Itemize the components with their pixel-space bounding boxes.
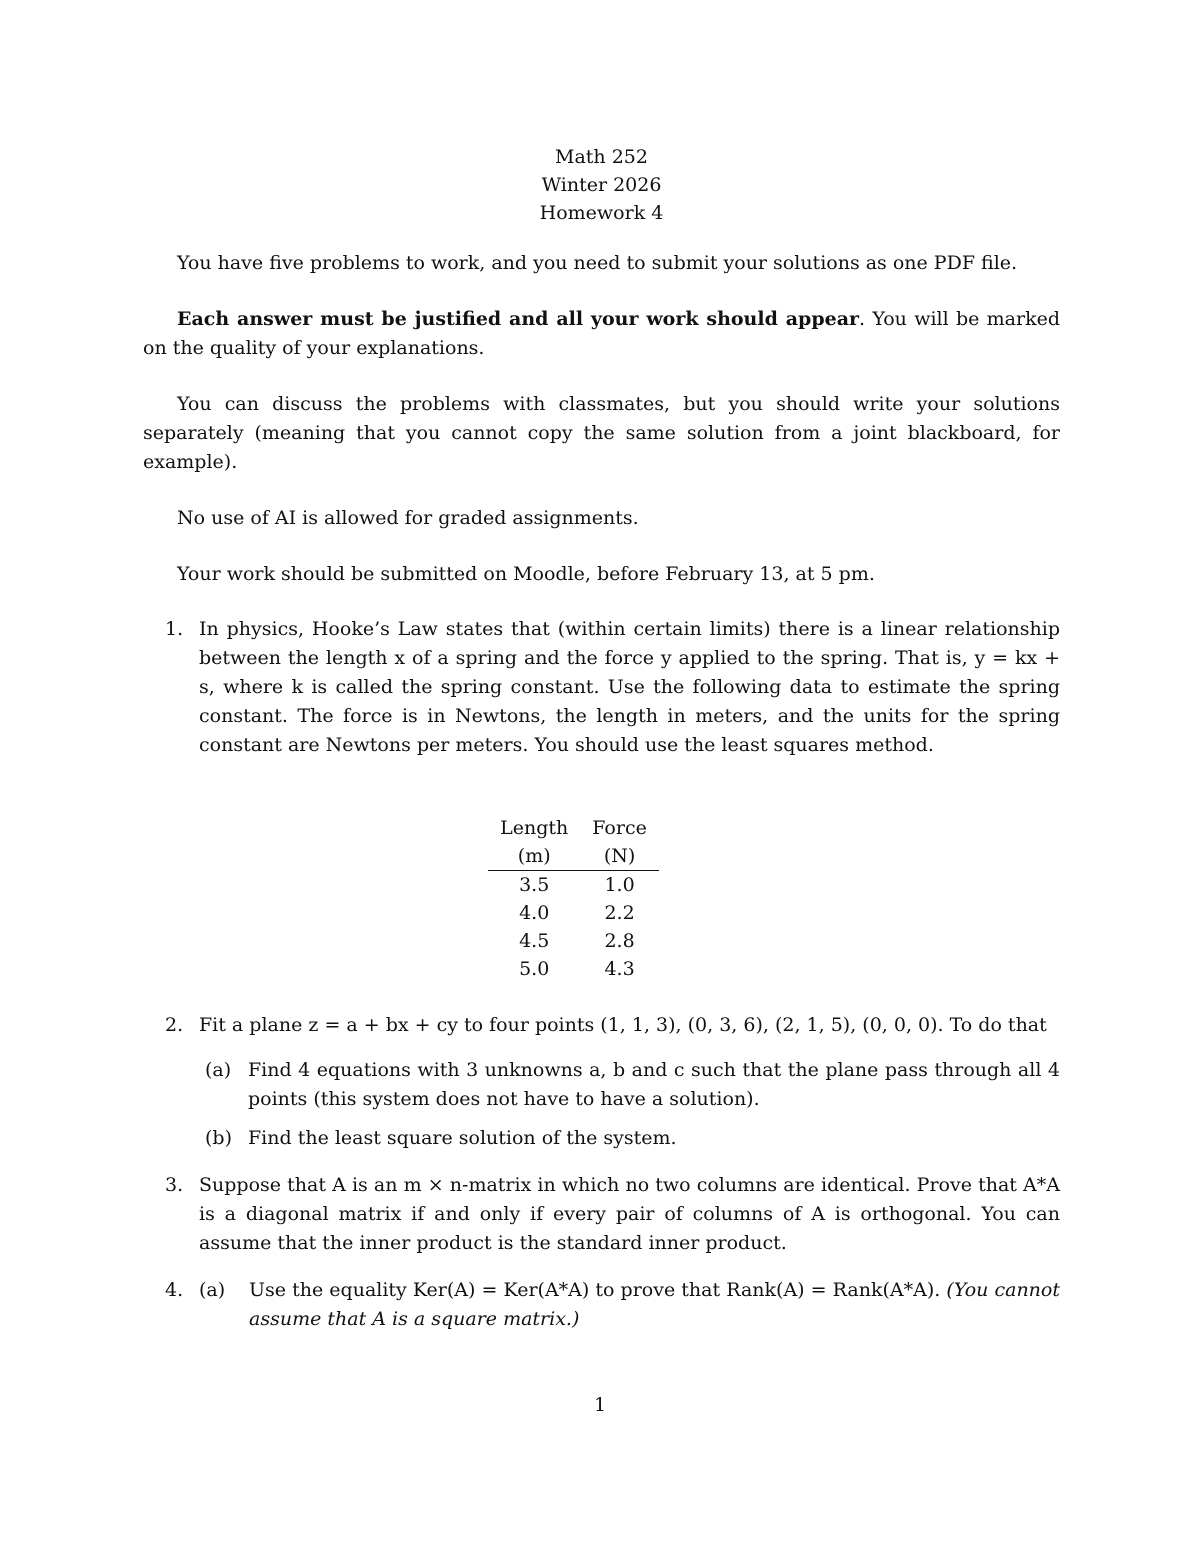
problem-number: 2. <box>165 1014 184 1036</box>
document-page <box>143 143 1060 1352</box>
subproblem-text: Use the equality Ker(A) = Ker(A*A) to prove that Rank(A) = Rank(A*A). <box>249 1279 941 1301</box>
problem-1 <box>143 615 1060 983</box>
table-row <box>488 955 659 983</box>
table-row <box>488 899 659 927</box>
intro-paragraph-5: Your work should be submitted on Moodle, before February 13, at 5 pm. <box>177 563 875 585</box>
term: Winter 2026 <box>541 174 662 196</box>
column-header: Force <box>592 817 647 839</box>
subproblem-a <box>199 1276 1060 1334</box>
page-number: 1 <box>593 1394 607 1416</box>
intro-paragraph-2 <box>143 305 1060 363</box>
table-row <box>488 927 659 955</box>
subproblem-list <box>199 1276 1060 1334</box>
problem-4 <box>143 1276 1060 1334</box>
table-cell: 1.0 <box>604 874 635 896</box>
intro-paragraph-4: No use of AI is allowed for graded assignments. <box>177 507 639 529</box>
subproblem-list <box>199 1056 1060 1153</box>
subproblem-text: Find 4 equations with 3 unknowns a, b and c such that the plane pass through all 4 points (this system does not have to have a solution). <box>248 1059 1060 1110</box>
assignment-title: Homework 4 <box>539 202 664 224</box>
table-cell: 5.0 <box>519 958 550 980</box>
problem-text: In physics, Hooke’s Law states that (within certain limits) there is a linear relationship between the length x of a spring and the force y applied to the spring. That is, y = kx + s, where k is called the spring constant. Use the following data to estimate the spring constant. The force is in Newtons, the length in meters, and the units for the spring constant are Newtons per meters. You should use the least squares method. <box>199 618 1060 756</box>
justification-rest: . You will be marked on the quality of your explanations. <box>143 308 1061 359</box>
subproblem-label: (b) <box>205 1127 232 1149</box>
subproblem-label: (a) <box>199 1279 226 1301</box>
document-header <box>143 143 1060 227</box>
subproblem-a <box>199 1056 1060 1114</box>
problem-text: Suppose that A is an m × n-matrix in which no two columns are identical. Prove that A*A is a diagonal matrix if and only if every pair of columns of A is orthogonal. You can assume that the inner product is the standard inner product. <box>199 1174 1060 1254</box>
problem-text: Fit a plane z = a + bx + cy to four points (1, 1, 3), (0, 3, 6), (2, 1, 5), (0, 0, 0). To do that <box>199 1014 1047 1036</box>
subproblem-label: (a) <box>205 1059 232 1081</box>
problem-2 <box>143 1011 1060 1153</box>
table-cell: 3.5 <box>519 874 550 896</box>
problem-number: 4. <box>165 1279 184 1301</box>
column-unit: (N) <box>580 842 659 871</box>
subproblem-b <box>199 1124 1060 1153</box>
table-cell: 2.8 <box>604 930 635 952</box>
intro-paragraph-3: You can discuss the problems with classmates, but you should write your solutions separately (meaning that you cannot copy the same solution from a joint blackboard, for example). <box>143 393 1060 473</box>
course-title: Math 252 <box>555 146 648 168</box>
table-cell: 4.3 <box>604 958 635 980</box>
table-row <box>488 871 659 900</box>
problem-list <box>143 615 1060 1334</box>
problem-3 <box>143 1171 1060 1258</box>
problem-number: 3. <box>165 1174 184 1196</box>
table-cell: 4.5 <box>519 930 550 952</box>
intro-paragraph-1: You have five problems to work, and you need to submit your solutions as one PDF file. <box>177 252 1018 274</box>
subproblem-text: Find the least square solution of the system. <box>248 1127 677 1149</box>
subproblem-note: (You cannot assume that A is a square matrix.) <box>249 1279 1060 1330</box>
problem-number: 1. <box>165 618 184 640</box>
column-unit: (m) <box>488 842 580 871</box>
table-cell: 2.2 <box>604 902 635 924</box>
table-cell: 4.0 <box>519 902 550 924</box>
spring-data-table <box>488 814 659 983</box>
justification-notice: Each answer must be justified and all your work should appear <box>177 308 860 330</box>
column-header: Length <box>500 817 569 839</box>
